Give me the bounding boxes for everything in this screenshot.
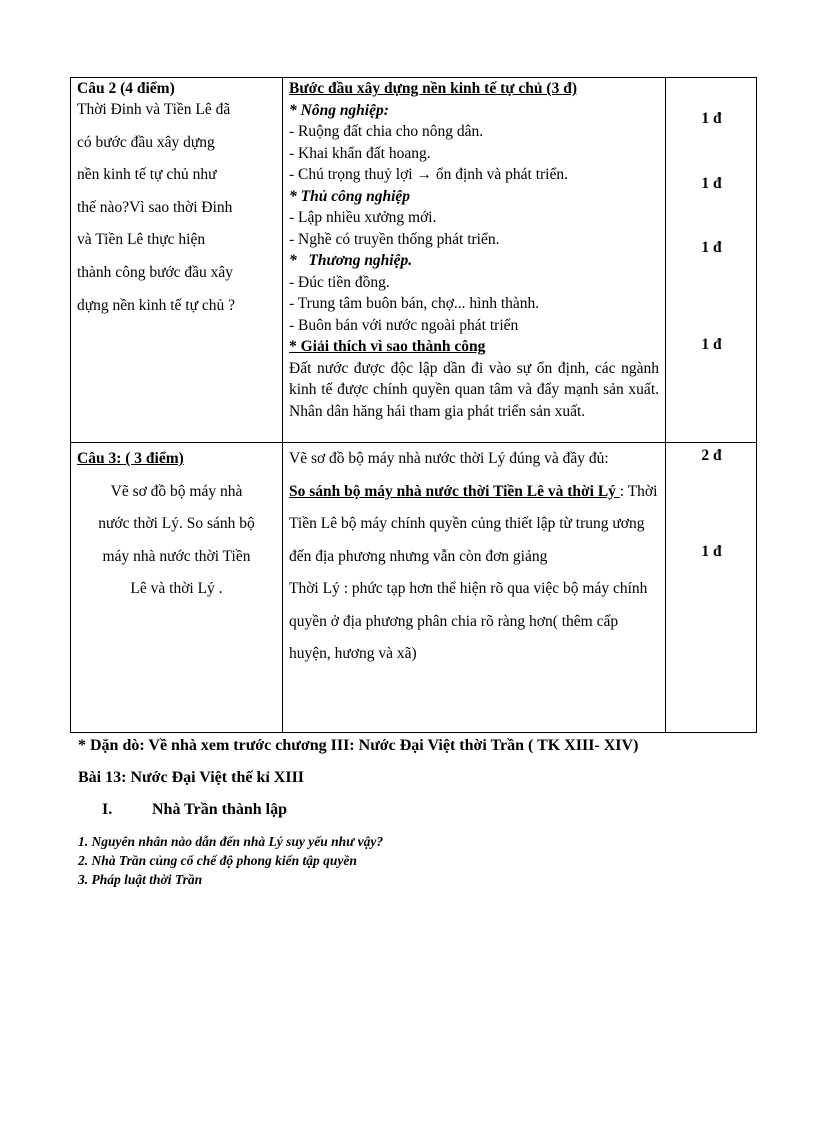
homework-note: * Dặn dò: Về nhà xem trước chương III: Nước Đại Việt thời Trần ( TK XIII- XIV) — [78, 737, 639, 754]
compare-heading: So sánh bộ máy nhà nước thời Tiền Lê và thời Lý — [289, 482, 620, 500]
section-title: Nhà Trần thành lập — [152, 801, 288, 818]
score: 1 đ — [701, 110, 722, 127]
score: 1 đ — [701, 175, 722, 192]
question-line: Vẽ sơ đồ bộ máy nhà — [110, 482, 243, 500]
answer-title: Bước đầu xây dựng nền kinh tế tự chủ (3 đ) — [289, 80, 577, 97]
table-row — [71, 443, 757, 733]
score: 1 đ — [701, 239, 722, 256]
question-line: máy nhà nước thời Tiền — [102, 547, 251, 565]
reason-heading: * Giải thích vì sao thành công — [289, 338, 486, 355]
answer-table — [70, 77, 757, 733]
list-item: 2. Nhà Trần củng cố chế độ phong kiến tập quyền — [78, 853, 357, 868]
score-cell — [666, 78, 757, 443]
score-cell — [666, 443, 757, 733]
table-row — [71, 78, 757, 443]
question-line: và Tiền Lê thực hiện — [77, 231, 206, 249]
list-item: 3. Pháp luật thời Trần — [78, 872, 203, 887]
compare-text: : Thời Tiền Lê bộ máy chính quyền củng thiết lập từ trung ương đến địa phương nhưng vẫn còn đơn giảng — [289, 482, 658, 565]
list-item: - Ruộng đất chia cho nông dân. — [289, 123, 484, 140]
list-item: - Trung tâm buôn bán, chợ... hình thành. — [289, 295, 540, 312]
question-line: nền kinh tế tự chủ như — [77, 166, 217, 184]
question-cell — [71, 443, 283, 733]
list-item: 1. Nguyên nhân nào dẫn đến nhà Lý suy yếu như vậy? — [78, 834, 384, 849]
answer-cell — [283, 443, 666, 733]
agri-heading: * Nông nghiệp: — [289, 101, 389, 119]
question-cell — [71, 78, 283, 443]
score: 1 đ — [701, 543, 722, 560]
compare-text: Thời Lý : phức tạp hơn thể hiện rõ qua việc bộ máy chính quyền ở địa phương phân chia rõ ràng hơn( thêm cấp huyện, hương và xã) — [289, 580, 648, 662]
answer-cell — [283, 78, 666, 443]
question-line: có bước đầu xây dựng — [77, 133, 215, 151]
score: 2 đ — [701, 447, 722, 464]
question-line: thế nào?Vì sao thời Đinh — [77, 198, 233, 216]
list-item: - Buôn bán với nước ngoài phát triển — [289, 316, 519, 334]
lesson-title: Bài 13: Nước Đại Việt thế kỉ XIII — [78, 769, 305, 786]
section-number: I. — [102, 801, 113, 818]
question-title: Câu 3: ( 3 điểm) — [77, 450, 184, 467]
question-line: nước thời Lý. So sánh bộ — [98, 515, 255, 533]
craft-heading: * Thủ công nghiệp — [289, 187, 411, 205]
reason-text: Đất nước được độc lập dần đi vào sự ổn định, các ngành kinh tế được chính quyền quan tâm và đẩy mạnh sản xuất. Nhân dân hăng hái tham gia phát triển sản xuất. — [289, 359, 659, 420]
question-line: thành công bước đầu xây — [77, 263, 234, 281]
list-item: - Đúc tiền đồng. — [289, 273, 390, 291]
list-item: - Nghề có truyền thống phát triển. — [289, 230, 500, 248]
question-title: Câu 2 (4 điểm) — [77, 80, 175, 97]
list-item: - Chú trọng thuỷ lợi → ổn định và phát triển. — [289, 166, 568, 183]
score: 1 đ — [701, 336, 722, 353]
answer-line: Vẽ sơ đồ bộ máy nhà nước thời Lý đúng và đầy đủ: — [289, 450, 609, 467]
trade-heading: * Thương nghiệp. — [289, 252, 413, 269]
question-line: dựng nền kinh tế tự chủ ? — [77, 296, 235, 314]
question-line: Lê và thời Lý . — [130, 580, 223, 598]
list-item: - Khai khẩn đất hoang. — [289, 144, 431, 162]
question-line: Thời Đinh và Tiền Lê đã — [77, 101, 231, 118]
list-item: - Lập nhiều xưởng mới. — [289, 209, 437, 226]
